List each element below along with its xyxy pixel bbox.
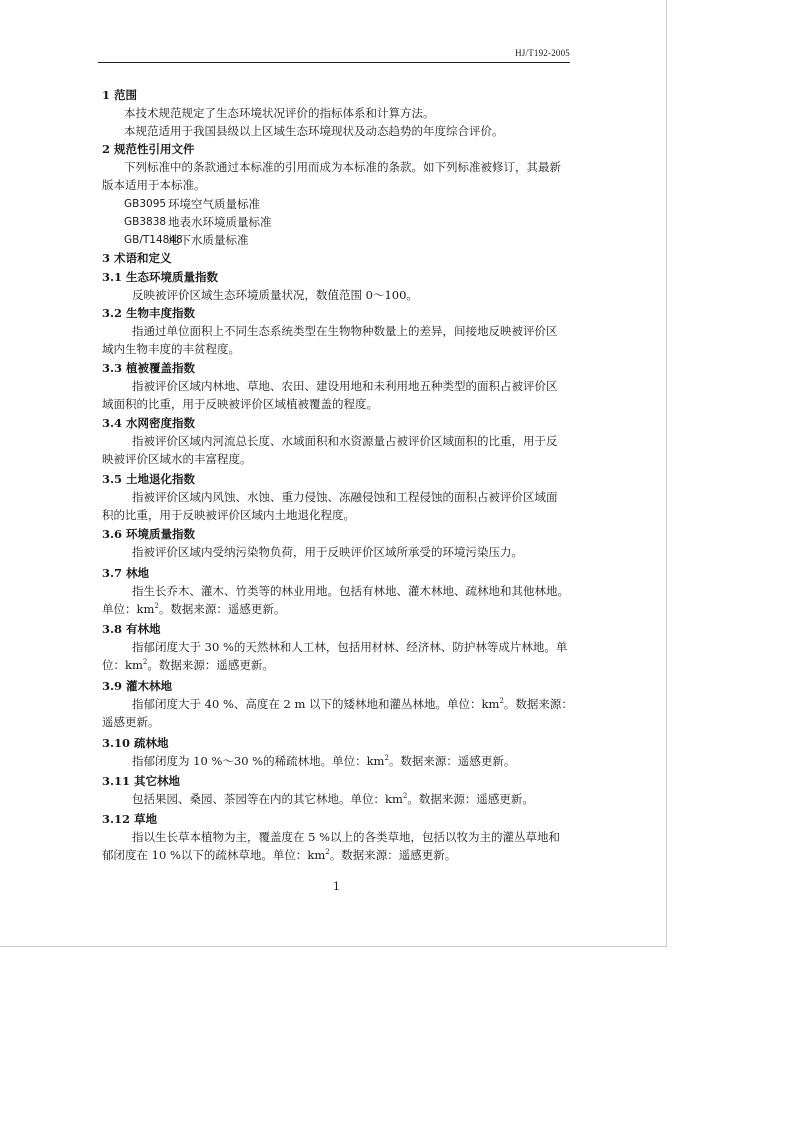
reference-code: GB3838 [124,216,167,228]
section-1-title: 1 范围 [102,88,138,102]
term-3-9-text-line-1: 指郁闭度大于 40 %、高度在 2 m 以下的矮林地和灌丛林地。单位：$km^2$。数据来源： [132,697,573,711]
header-rule [98,62,570,63]
reference-code: GB3095 [124,198,167,210]
section-2-para-line-1: 下列标准中的条款通过本标准的引用而成为本标准的条款。如下列标准被修订，其最新 [124,160,561,174]
term-3-7-text-line-1: 指生长乔木、灌木、竹类等的林业用地。包括有林地、灌木林地、疏林地和其他林地。 [132,584,569,598]
page-number: 1 [333,880,340,893]
term-3-7-title: 3.7 林地 [102,566,150,580]
term-3-12-text-line-1: 指以生长草本植物为主，覆盖度在 5 %以上的各类草地，包括以牧为主的灌丛草地和 [132,830,561,844]
section-2-title: 2 规范性引用文件 [102,142,195,156]
term-3-6-title: 3.6 环境质量指数 [102,527,196,541]
term-3-2-text-line-2: 域内生物丰度的丰贫程度。 [102,342,240,356]
term-3-3-text-line-2: 域面积的比重，用于反映被评价区域植被覆盖的程度。 [102,397,378,411]
term-3-6-text: 指被评价区域内受纳污染物负荷，用于反映评价区域所承受的环境污染压力。 [132,545,523,559]
term-3-8-text-line-2: 位：$km^2$。数据来源：遥感更新。 [102,658,274,672]
term-3-4-text-line-1: 指被评价区域内河流总长度、水域面积和水资源量占被评价区域面积的比重，用于反 [132,434,558,448]
term-3-1-title: 3.1 生态环境质量指数 [102,270,219,284]
section-1-para-1: 本技术规范规定了生态环境状况评价的指标体系和计算方法。 [124,106,435,120]
term-3-1-text: 反映被评价区域生态环境质量状况，数值范围 0～100。 [132,288,418,302]
term-3-4-text-line-2: 映被评价区域水的丰富程度。 [102,452,252,466]
term-3-3-text-line-1: 指被评价区域内林地、草地、农田、建设用地和未利用地五种类型的面积占被评价区 [132,379,558,393]
term-3-11-text: 包括果园、桑园、茶园等在内的其它林地。单位：$km^2$。数据来源：遥感更新。 [132,792,534,806]
reference-name: 地下水质量标准 [168,233,249,247]
term-3-5-title: 3.5 土地退化指数 [102,472,196,486]
term-3-12-text-line-2: 郁闭度在 10 %以下的疏林草地。单位：$km^2$。数据来源：遥感更新。 [102,848,457,862]
term-3-4-title: 3.4 水网密度指数 [102,416,196,430]
reference-code: GB/T14848 [124,234,183,246]
term-3-9-title: 3.9 灌木林地 [102,679,173,693]
standard-code: HJ/T192-2005 [515,48,570,58]
section-1-para-2: 本规范适用于我国县级以上区域生态环境现状及动态趋势的年度综合评价。 [124,124,504,138]
term-3-2-title: 3.2 生物丰度指数 [102,306,196,320]
reference-name: 环境空气质量标准 [168,197,260,211]
section-3-title: 3 术语和定义 [102,251,172,265]
term-3-7-text-line-2: 单位：$km^2$。数据来源：遥感更新。 [102,602,286,616]
term-3-10-text: 指郁闭度为 10 %～30 %的稀疏林地。单位：$km^2$。数据来源：遥感更新。 [132,754,516,768]
term-3-10-title: 3.10 疏林地 [102,736,169,750]
term-3-5-text-line-2: 积的比重，用于反映被评价区域内土地退化程度。 [102,508,355,522]
term-3-9-text-line-2: 遥感更新。 [102,715,160,729]
section-2-para-line-2: 版本适用于本标准。 [102,178,206,192]
term-3-2-text-line-1: 指通过单位面积上不同生态系统类型在生物物种数量上的差异，间接地反映被评价区 [132,324,558,338]
term-3-8-text-line-1: 指郁闭度大于 30 %的天然林和人工林，包括用材林、经济林、防护林等成片林地。单 [132,640,568,654]
term-3-8-title: 3.8 有林地 [102,622,161,636]
term-3-5-text-line-1: 指被评价区域内风蚀、水蚀、重力侵蚀、冻融侵蚀和工程侵蚀的面积占被评价区域面 [132,490,558,504]
reference-name: 地表水环境质量标准 [168,215,272,229]
term-3-12-title: 3.12 草地 [102,812,158,826]
term-3-3-title: 3.3 植被覆盖指数 [102,361,196,375]
term-3-11-title: 3.11 其它林地 [102,774,181,788]
